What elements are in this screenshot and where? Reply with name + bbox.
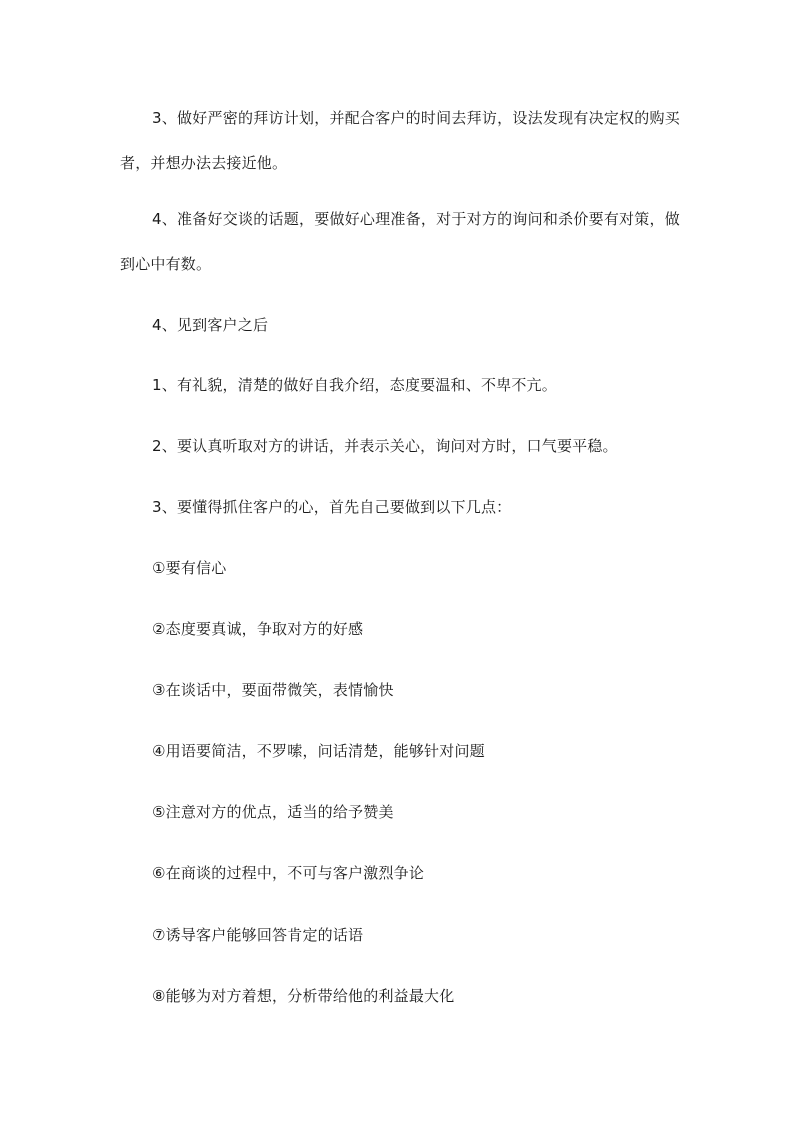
step-item: 2、要认真听取对方的讲话，并表示关心，询问对方时，口气要平稳。 (152, 437, 618, 455)
point-item: ⑥在商谈的过程中，不可与客户激烈争论 (152, 864, 425, 882)
paragraph-visit-plan: 3、做好严密的拜访计划，并配合客户的时间去拜访，设法发现有决定权的购买者，并想办法去接近他。 (120, 109, 680, 172)
section-heading: 4、见到客户之后 (152, 316, 269, 334)
point-item: ④用语要简洁，不罗嗦，问话清楚，能够针对问题 (152, 742, 485, 760)
step-item: 1、有礼貌，清楚的做好自我介绍，态度要温和、不卑不亢。 (152, 376, 557, 394)
step-item: 3、要懂得抓住客户的心，首先自己要做到以下几点： (152, 498, 512, 516)
point-item: ①要有信心 (152, 559, 227, 577)
point-item: ⑦诱导客户能够回答肯定的话语 (152, 926, 364, 944)
point-item: ③在谈话中，要面带微笑，表情愉快 (152, 681, 394, 699)
point-item: ⑧能够为对方着想，分析带给他的利益最大化 (152, 987, 455, 1005)
point-item: ②态度要真诚，争取对方的好感 (152, 620, 364, 638)
paragraph-conversation-prep: 4、准备好交谈的话题，要做好心理准备，对于对方的询问和杀价要有对策，做到心中有数。 (120, 210, 680, 273)
point-item: ⑤注意对方的优点，适当的给予赞美 (152, 803, 394, 821)
